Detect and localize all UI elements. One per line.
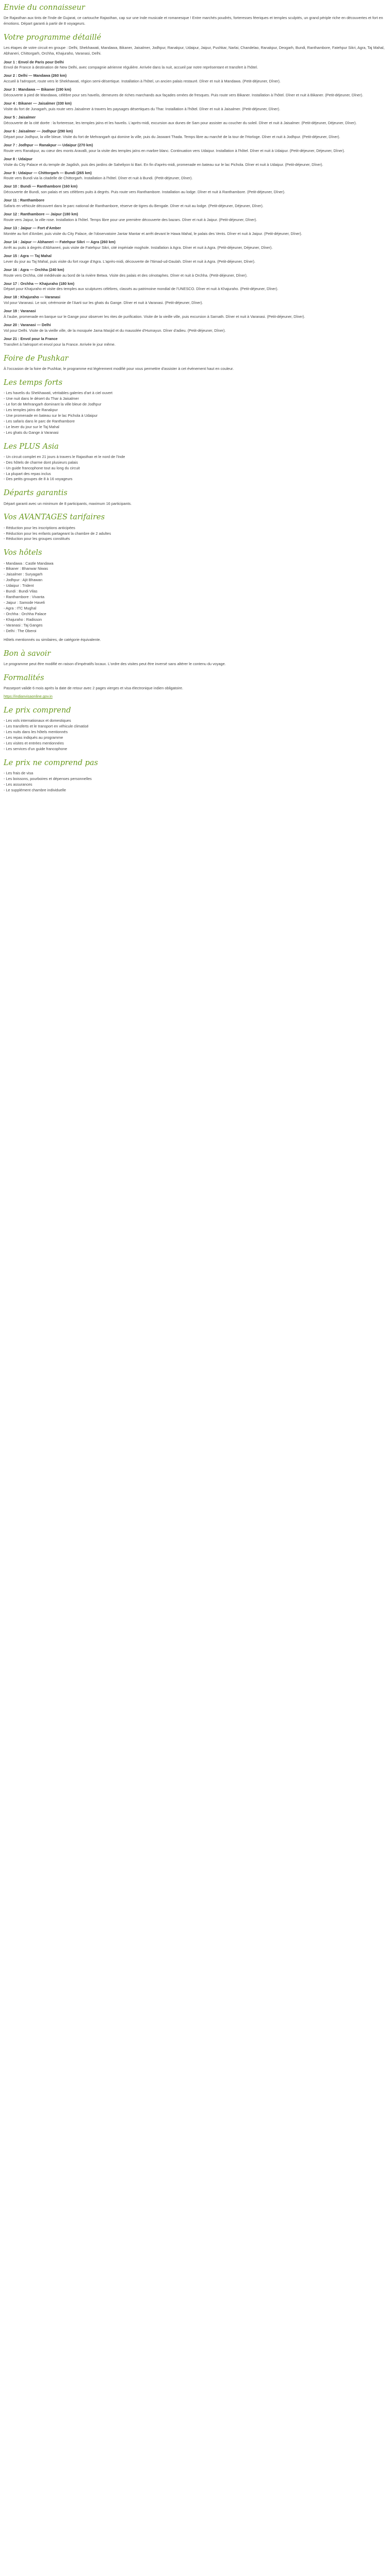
- hotels-note: Hôtels mentionnés ou similaires, de catégorie équivalente.: [4, 637, 101, 642]
- day-title: Jour 11 : Ranthambore: [4, 198, 45, 203]
- day-21: [4, 336, 387, 348]
- day-title: Jour 12 : Ranthambore — Jaipur (180 km): [4, 212, 78, 217]
- day-title: Jour 20 : Varanasi — Delhi: [4, 323, 51, 328]
- day-text: Arrêt au puits à degrés d'Abhaneri, puis visite de Fatehpur Sikri, cité impériale moghole. Installation à Agra. Dîner et nuit à Agra. (Petit-déjeuner, Déjeuner, Dîner).: [4, 245, 273, 250]
- price-included-item: - Les vols internationaux et domestiques: [4, 718, 71, 723]
- advantage-item: - Réduction pour les enfants partageant la chambre de 2 adultes: [4, 531, 111, 536]
- highlight-item: - Le lever du jour sur le Taj Mahal: [4, 424, 59, 429]
- day-text: Accueil à l'aéroport, route vers le Shekhawati, région semi-désertique. Installation à l'hôtel, un ancien palais restauré. Dîner et nuit à Mandawa. (Petit-déjeuner, Dîner).: [4, 79, 281, 84]
- price-excluded-item: - Le supplément chambre individuelle: [4, 787, 66, 792]
- day-title: Jour 17 : Orchha — Khajuraho (180 km): [4, 281, 75, 286]
- day-title: Jour 9 : Udaipur — Chittorgarh — Bundi (265 km): [4, 170, 92, 175]
- day-11: [4, 198, 387, 209]
- programme-intro: Les étapes de votre circuit en groupe : Delhi, Shekhawati, Mandawa, Bikaner, Jaisalmer, Jodhpur, Ranakpur, Udaipur, Jaipur, Pushkar, Narlai, Chandelao, Ranakpur, Deogarh, Bundi, Ranthambore, Fatehpur Sikri, Agra, Taj Mahal, Abhaneri, Chittorgarh, Orchha, Khajuraho, Varanasi, Delhi.: [4, 45, 385, 56]
- hotel-item: - Ranthambore : Vivanta: [4, 595, 44, 600]
- day-text: Départ pour Khajuraho et visite des temples aux sculptures célèbres, classés au patrimoine mondial de l'UNESCO. Dîner et nuit à Khajuraho. (Petit-déjeuner, Dîner).: [4, 286, 279, 292]
- day-title: Jour 13 : Jaipur — Fort d'Amber: [4, 226, 61, 230]
- day-14: [4, 240, 387, 251]
- day-text: Découverte de Bundi, son palais et ses célèbres puits à degrés. Puis route vers Ranthambore. Installation au lodge. Dîner et nuit à Ranthambore. (Petit-déjeuner, Dîner).: [4, 190, 285, 195]
- advantages-list: [4, 526, 387, 543]
- day-text: Visite du City Palace et du temple de Jagdish, puis des jardins de Saheliyon ki Bari. En fin d'après-midi, promenade en bateau sur le lac Pichola. Dîner et nuit à Udaipur. (Petit-déjeuner, Dîner).: [4, 162, 323, 167]
- day-17: [4, 281, 387, 293]
- highlight-item: - Une nuit dans le désert du Thar à Jaisalmer: [4, 396, 79, 401]
- highlight-item: - Le fort de Mehrangarh dominant la ville bleue de Jodhpur: [4, 401, 102, 406]
- day-text: Découverte à pied de Mandawa, célèbre pour ses havelis, demeures de riches marchands aux façades ornées de fresques. Puis route vers Bikaner. Installation à l'hôtel. Dîner et nuit à Bikaner. (Petit-déjeuner, Dîner).: [4, 93, 364, 98]
- day-19: [4, 309, 387, 320]
- good-to-know-text: Le programme peut être modifié en raison d'impératifs locaux. L'ordre des visites peut être inversé sans altérer le contenu du voyage.: [4, 661, 226, 666]
- plus-item: - Des hôtels de charme dont plusieurs palais: [4, 460, 78, 465]
- price-excluded-item: - Les frais de visa: [4, 771, 34, 776]
- day-text: Transfert à l'aéroport et envol pour la France. Arrivée le jour même.: [4, 342, 116, 347]
- highlight-item: - Une promenade en bateau sur le lac Pichola à Udaipur: [4, 413, 98, 418]
- day-title: Jour 2 : Delhi — Mandawa (260 km): [4, 73, 67, 78]
- plus-title: Les PLUS Asia: [4, 442, 59, 451]
- hotel-item: - Agra : ITC Mughal: [4, 606, 37, 611]
- plus-item: - Un circuit complet en 21 jours à travers le Rajasthan et le nord de l'Inde: [4, 454, 125, 459]
- plus-item: - La plupart des repas inclus: [4, 471, 51, 476]
- day-text: Montée au fort d'Amber, puis visite du City Palace, de l'observatoire Jantar Mantar et arrêt devant le Hawa Mahal, le palais des Vents. Dîner et nuit à Jaipur. (Petit-déjeuner, Dîner).: [4, 231, 302, 236]
- intro-title: Envie du connaisseur: [4, 4, 85, 12]
- day-title: Jour 1 : Envol de Paris pour Delhi: [4, 59, 64, 64]
- plus-list: [4, 454, 387, 483]
- price-included-item: - Les transferts et le transport en véhicule climatisé: [4, 724, 89, 729]
- price-included-item: - Les nuits dans les hôtels mentionnés: [4, 730, 68, 735]
- day-2: [4, 73, 387, 84]
- hotel-item: - Mandawa : Castle Mandawa: [4, 561, 54, 566]
- price-excluded-item: - Les boissons, pourboires et dépenses personnelles: [4, 776, 92, 781]
- day-13: [4, 226, 387, 237]
- day-15: [4, 253, 387, 265]
- advantage-item: - Réduction pour les inscriptions anticipées: [4, 525, 75, 530]
- price-included-item: - Les repas indiqués au programme: [4, 735, 63, 740]
- day-title: Jour 21 : Envol pour la France: [4, 336, 58, 341]
- day-text: Vol pour Delhi. Visite de la vieille ville, de la mosquée Jama Masjid et du mausolée d'Humayun. Dîner d'adieu. (Petit-déjeuner, Dîner).: [4, 328, 226, 333]
- hotels-title: Vos hôtels: [4, 549, 42, 557]
- day-text: Route vers Jaipur, la ville rose. Installation à l'hôtel. Temps libre pour une première découverte des bazars. Dîner et nuit à Jaipur. (Petit-déjeuner, Dîner).: [4, 217, 257, 223]
- highlight-item: - Les safaris dans le parc de Ranthambore: [4, 418, 75, 423]
- day-title: Jour 15 : Agra — Taj Mahal: [4, 253, 52, 258]
- day-20: [4, 323, 387, 334]
- hotel-item: - Bikaner : Bhanwar Niwas: [4, 566, 48, 571]
- price-included-item: - Les services d'un guide francophone: [4, 747, 68, 751]
- price-included-list: [4, 718, 387, 752]
- price-excluded-list: [4, 771, 387, 793]
- day-12: [4, 212, 387, 223]
- page: [0, 0, 391, 793]
- advantages-title: Vos AVANTAGES tarifaires: [4, 513, 105, 522]
- free-time-title: Les temps forts: [4, 378, 63, 387]
- day-10: [4, 184, 387, 195]
- day-title: Jour 3 : Mandawa — Bikaner (190 km): [4, 87, 71, 92]
- day-16: [4, 267, 387, 279]
- highlight-item: - Les temples jaïns de Ranakpur: [4, 407, 58, 412]
- day-title: Jour 14 : Jaipur — Abhaneri — Fatehpur Sikri — Agra (260 km): [4, 239, 116, 244]
- day-9: [4, 171, 387, 182]
- day-text: Lever du jour au Taj Mahal, puis visite du fort rouge d'Agra. L'après-midi, découverte de l'Itimad-ud-Daulah. Dîner et nuit à Agra. (Petit-déjeuner, Dîner).: [4, 259, 255, 264]
- day-text: Route vers Bundi via la citadelle de Chittorgarh. Installation à l'hôtel. Dîner et nuit à Bundi. (Petit-déjeuner, Dîner).: [4, 176, 193, 181]
- day-text: Safaris en véhicule découvert dans le parc national de Ranthambore, réserve de tigres du Bengale. Dîner et nuit au lodge. (Petit-déjeuner, Déjeuner, Dîner).: [4, 204, 264, 209]
- hotel-item: - Bundi : Bundi Vilas: [4, 589, 38, 594]
- formalities-text: Passeport valide 6 mois après la date de retour avec 2 pages vierges et visa électronique indien obligatoire.: [4, 685, 184, 690]
- day-8: [4, 157, 387, 168]
- day-18: [4, 295, 387, 306]
- departures-title: Départs garantis: [4, 489, 68, 498]
- free-time-list: [4, 391, 387, 436]
- day-title: Jour 16 : Agra — Orchha (240 km): [4, 267, 64, 272]
- day-title: Jour 7 : Jodhpur — Ranakpur — Udaipur (270 km): [4, 142, 93, 147]
- day-7: [4, 143, 387, 154]
- highlight-item: - Les ghats du Gange à Varanasi: [4, 430, 59, 435]
- day-title: Jour 8 : Udaipur: [4, 156, 32, 161]
- price-excluded-title: Le prix ne comprend pas: [4, 758, 98, 767]
- intro-text: De Rajasthan aux tints de l'Inde de Gujarat, ce cartouche Rajasthan, cap sur une Inde musicale et romanesque ! Entre marchés poudrés, forteresses féeriques et temples sculptés, un grand périple riche en découvertes et fort en émotions. Départ garanti à partir de 8 voyageurs.: [4, 15, 383, 26]
- day-5: [4, 115, 387, 126]
- good-to-know-title: Bon à savoir: [4, 649, 51, 658]
- hotel-item: - Jodhpur : Ajit Bhawan: [4, 578, 43, 583]
- day-title: Jour 10 : Bundi — Ranthambore (160 km): [4, 184, 78, 189]
- day-title: Jour 4 : Bikaner — Jaisalmer (330 km): [4, 101, 72, 106]
- plus-item: - Un guide francophone tout au long du circuit: [4, 465, 80, 470]
- day-3: [4, 87, 387, 98]
- day-text: Visite du fort de Junagarh, puis route vers Jaisalmer à travers les paysages désertiques du Thar. Installation à l'hôtel. Dîner et nuit à Jaisalmer. (Petit-déjeuner, Dîner).: [4, 107, 281, 112]
- hotel-item: - Jaisalmer : Suryagarh: [4, 572, 43, 577]
- day-title: Jour 19 : Varanasi: [4, 309, 36, 314]
- departures-text: Départ garanti avec un minimum de 8 participants, maximum 16 participants.: [4, 501, 132, 506]
- day-text: Route vers Ranakpur, au cœur des monts Aravalli, pour la visite des temples jaïns en marbre blanc. Continuation vers Udaipur. Installation à l'hôtel. Dîner et nuit à Udaipur. (Petit-déjeuner, Déjeuner, Dîner).: [4, 148, 345, 153]
- hotel-item: - Varanasi : Taj Ganges: [4, 622, 43, 628]
- day-title: Jour 6 : Jaisalmer — Jodhpur (290 km): [4, 128, 73, 133]
- day-title: Jour 5 : Jaisalmer: [4, 115, 36, 120]
- highlight-item: - Les havelis du Shekhawati, véritables galeries d'art à ciel ouvert: [4, 391, 113, 396]
- day-4: [4, 101, 387, 112]
- food-text: À l'occasion de la foire de Pushkar, le programme est légèrement modifié pour vous permettre d'assister à cet événement haut en couleur.: [4, 366, 234, 371]
- advantage-item: - Réduction pour les groupes constitués: [4, 536, 70, 541]
- hotel-item: - Udaipur : Trident: [4, 583, 34, 588]
- day-1: [4, 60, 387, 71]
- hotel-item: - Orchha : Orchha Palace: [4, 611, 46, 616]
- hotel-item: - Jaipur : Samode Haveli: [4, 600, 45, 605]
- price-included-item: - Les visites et entrées mentionnées: [4, 741, 64, 746]
- programme-title: Votre programme détaillé: [4, 33, 102, 42]
- hotels-list: [4, 561, 387, 634]
- day-title: Jour 18 : Khajuraho — Varanasi: [4, 295, 60, 300]
- day-text: Route vers Orchha, cité médiévale au bord de la rivière Betwa. Visite des palais et des cénotaphes. Dîner et nuit à Orchha. (Petit-déjeuner, Dîner).: [4, 273, 248, 278]
- day-text: À l'aube, promenade en barque sur le Gange pour observer les rites de purification. Visite de la vieille ville, puis excursion à Sarnath. Dîner et nuit à Varanasi. (Petit-déjeuner, Dîner).: [4, 314, 305, 319]
- visa-link[interactable]: https://indianvisaonline.gov.in: [4, 694, 53, 699]
- food-title: Foire de Pushkar: [4, 354, 69, 363]
- day-list: [4, 60, 387, 348]
- plus-item: - Des petits groupes de 8 à 16 voyageurs: [4, 477, 73, 482]
- day-6: [4, 129, 387, 140]
- price-excluded-item: - Les assurances: [4, 782, 32, 787]
- day-text: Vol pour Varanasi. Le soir, cérémonie de l'Aarti sur les ghats du Gange. Dîner et nuit à Varanasi. (Petit-déjeuner, Dîner).: [4, 300, 203, 306]
- price-title: Le prix comprend: [4, 706, 71, 715]
- hotel-item: - Delhi : The Oberoi: [4, 628, 37, 633]
- day-text: Découverte de la cité dorée : la forteresse, les temples jaïns et les havelis. L'après-midi, excursion aux dunes de Sam pour assister au coucher du soleil. Dîner et nuit à Jaisalmer. (Petit-déjeuner, Déjeuner, Dîner).: [4, 120, 357, 125]
- day-text: Envol de France à destination de New Delhi, avec compagnie aérienne régulière. Arrivée dans la nuit, accueil par notre représentant et transfert à l'hôtel.: [4, 65, 258, 70]
- formalities-title: Formalités: [4, 673, 44, 682]
- hotel-item: - Khajuraho : Radisson: [4, 617, 42, 622]
- day-text: Départ pour Jodhpur, la ville bleue. Visite du fort de Mehrangarh qui domine la ville, puis du Jaswant Thada. Temps libre au marché de la tour de l'Horloge. Dîner et nuit à Jodhpur. (Petit-déjeuner, Dîner).: [4, 134, 340, 139]
